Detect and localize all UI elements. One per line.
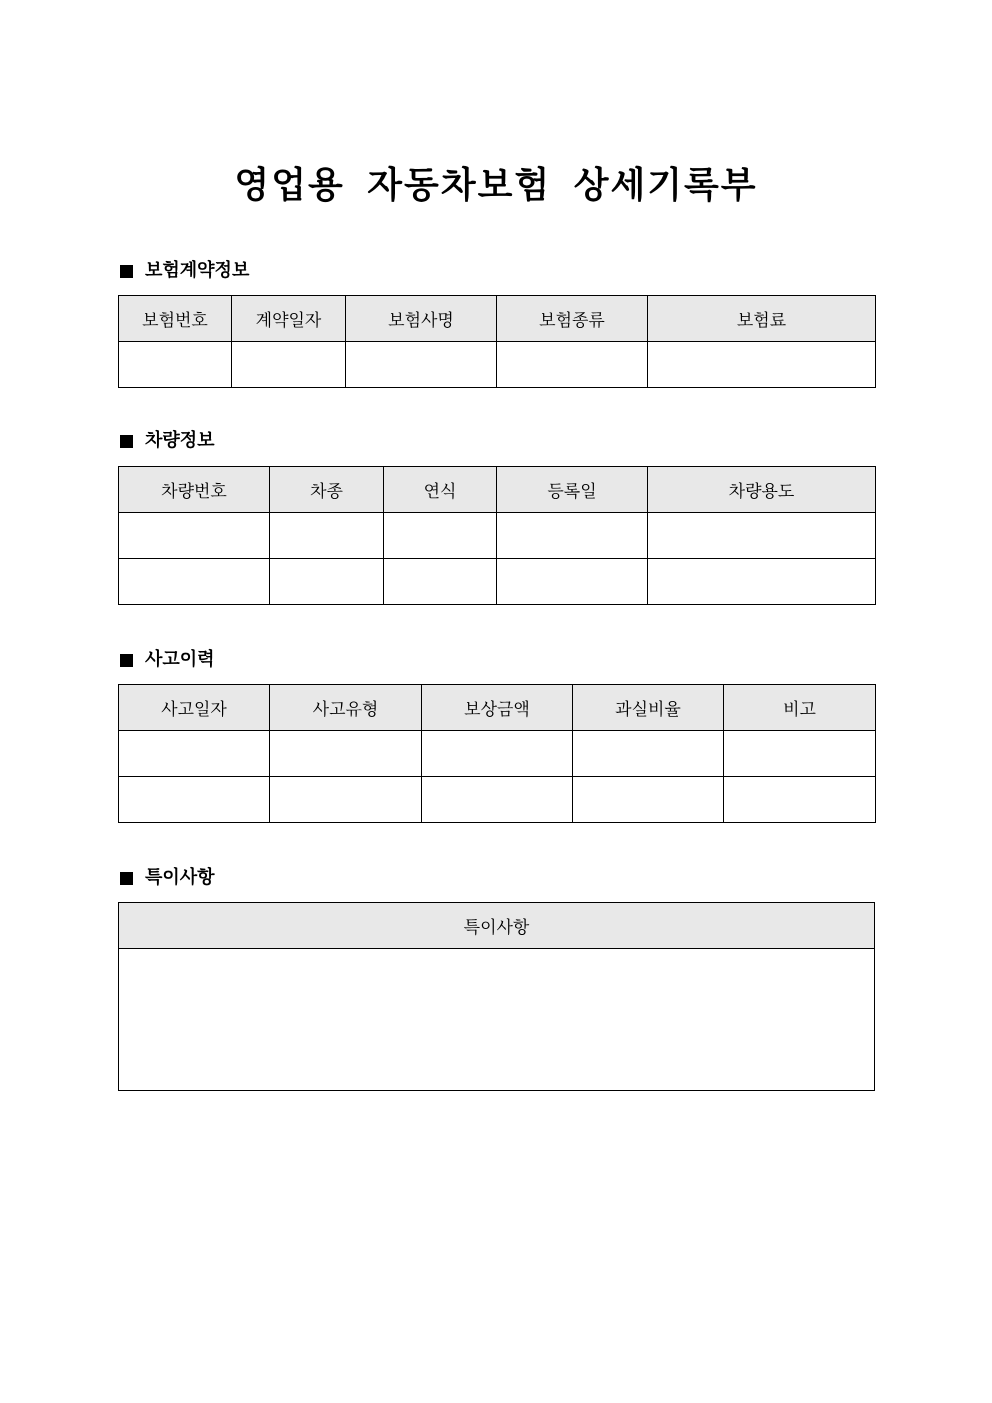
header-vehicle-model: 차종 [270, 467, 384, 513]
table-header-row [119, 903, 875, 949]
header-policy-number: 보험번호 [119, 296, 232, 342]
square-bullet-icon [120, 265, 133, 278]
input-cell[interactable] [384, 513, 497, 559]
input-cell[interactable] [270, 777, 422, 823]
table-row [119, 342, 876, 388]
input-cell[interactable] [497, 559, 648, 605]
section-heading-contract [120, 259, 249, 283]
notes-input-area[interactable] [119, 949, 875, 1091]
section-heading-label: 보험계약정보 [145, 260, 250, 281]
header-registration-date: 등록일 [497, 467, 648, 513]
square-bullet-icon [120, 435, 133, 448]
input-cell[interactable] [422, 777, 573, 823]
document-title: 영업용 자동차보험 상세기록부 [234, 165, 758, 206]
input-cell[interactable] [119, 731, 270, 777]
table-row [119, 513, 876, 559]
table-row [119, 777, 876, 823]
section-heading-vehicle [120, 429, 215, 453]
square-bullet-icon [120, 654, 133, 667]
notes-table [118, 902, 875, 1091]
section-heading-label: 사고이력 [145, 649, 215, 670]
table-header-row [119, 685, 876, 731]
input-cell[interactable] [232, 342, 346, 388]
header-compensation-amount: 보상금액 [422, 685, 573, 731]
square-bullet-icon [120, 872, 133, 885]
input-cell[interactable] [648, 513, 876, 559]
header-contract-date: 계약일자 [232, 296, 346, 342]
header-premium: 보험료 [648, 296, 876, 342]
input-cell[interactable] [573, 777, 724, 823]
table-row [119, 731, 876, 777]
header-model-year: 연식 [384, 467, 497, 513]
header-vehicle-usage: 차량용도 [648, 467, 876, 513]
input-cell[interactable] [497, 513, 648, 559]
header-insurer-name: 보험사명 [346, 296, 497, 342]
input-cell[interactable] [648, 559, 876, 605]
vehicle-info-table [118, 466, 876, 605]
input-cell[interactable] [119, 342, 232, 388]
header-accident-type: 사고유형 [270, 685, 422, 731]
input-cell[interactable] [422, 731, 573, 777]
input-cell[interactable] [270, 559, 384, 605]
accident-history-table [118, 684, 876, 823]
header-vehicle-number: 차량번호 [119, 467, 270, 513]
section-heading-label: 특이사항 [145, 867, 215, 888]
header-accident-date: 사고일자 [119, 685, 270, 731]
table-row [119, 559, 876, 605]
input-cell[interactable] [270, 731, 422, 777]
input-cell[interactable] [724, 731, 876, 777]
table-header-row [119, 296, 876, 342]
table-row [119, 949, 875, 1091]
input-cell[interactable] [119, 513, 270, 559]
input-cell[interactable] [384, 559, 497, 605]
table-header-row [119, 467, 876, 513]
section-heading-label: 차량정보 [145, 430, 215, 451]
header-remarks: 비고 [724, 685, 876, 731]
contract-info-table [118, 295, 876, 388]
input-cell[interactable] [270, 513, 384, 559]
input-cell[interactable] [648, 342, 876, 388]
header-fault-ratio: 과실비율 [573, 685, 724, 731]
input-cell[interactable] [724, 777, 876, 823]
header-insurance-type: 보험종류 [497, 296, 648, 342]
section-heading-notes [120, 866, 215, 890]
input-cell[interactable] [346, 342, 497, 388]
section-heading-accident [120, 648, 215, 672]
header-notes: 특이사항 [119, 903, 875, 949]
input-cell[interactable] [573, 731, 724, 777]
input-cell[interactable] [497, 342, 648, 388]
input-cell[interactable] [119, 559, 270, 605]
input-cell[interactable] [119, 777, 270, 823]
